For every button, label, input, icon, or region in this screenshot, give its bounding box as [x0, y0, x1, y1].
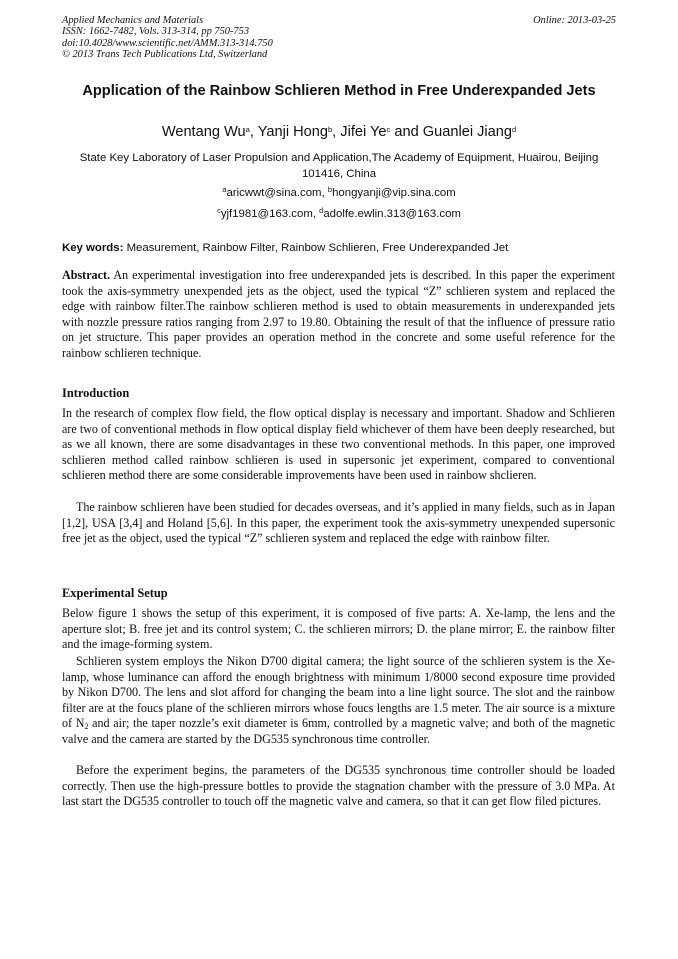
affiliation: State Key Laboratory of Laser Propulsion and Application,The Academy of Equipment, Huairou, Beijing 101416, China	[79, 152, 599, 180]
author-name: Jifei Ye	[340, 124, 387, 140]
author-list	[62, 123, 616, 141]
email-line-2	[62, 206, 616, 222]
online-date: Online: 2013-03-25	[533, 15, 616, 26]
keywords-text: Measurement, Rainbow Filter, Rainbow Schlieren, Free Underexpanded Jet	[123, 242, 509, 254]
keywords	[62, 240, 616, 256]
author-name: Yanji Hong	[257, 124, 328, 140]
author-separator: ,	[332, 124, 341, 140]
setup-paragraph-1: Below figure 1 shows the setup of this experiment, it is composed of five parts: A. Xe-lamp, the lens and the aperture slot; B. free jet and its control system; C. the schlieren mirrors; D. the plane mirror; E. the rainbow filter and the image-forming system.	[62, 606, 615, 651]
email-mark: c	[217, 206, 221, 215]
author-mark: c	[386, 125, 391, 134]
email-separator: ,	[321, 187, 328, 199]
section-heading-experimental-setup: Experimental Setup	[62, 586, 168, 600]
abstract-text: An experimental investigation into free underexpanded jets is described. In this paper the experiment took the axis-symmetry unexpended jets as the object, used the typical “Z” schlieren system and replaced the edge with rainbow filter.The rainbow schlieren method is used to obtain measurements in underexpanded jets with nozzle pressure ratios ranging from 2.97 to 19.80. Obtaining the result of that the influence of pressure ratio on jet structure. This paper provides an operation method in the concrete and some useful reference for the rainbow schlieren technique.	[62, 268, 615, 360]
setup-paragraph-2	[62, 654, 615, 747]
journal-header	[62, 15, 482, 60]
author-mark: b	[328, 125, 333, 134]
email-separator: ,	[312, 208, 320, 220]
email-link[interactable]: yjf1981@163.com	[220, 208, 313, 220]
paper-title: Application of the Rainbow Schlieren Method in Free Underexpanded Jets	[82, 83, 596, 99]
author-mark: d	[512, 125, 517, 134]
setup-paragraph-2-part-a: Schlieren system employs the Nikon D700 digital camera; the light source of the schlieren system is the Xe-lamp, whose luminance can afford the enough brightness with minimum 1/8000 second exposure time provided by Nikon D700. The lens and slot afford for changing the beam into a line light source. The slot and the rainbow filter are at the foucs plane of the schlieren mirrors whose foucs lengths are 1.5 meter. The air source is a mixture of N	[62, 654, 615, 730]
email-line-1	[62, 185, 616, 201]
setup-paragraph-2-part-b: and air; the taper nozzle’s exit diameter is 6mm, controlled by a magnetic valve; and both of the magnetic valve and the camera are started by the DG535 synchronous time controller.	[62, 716, 615, 746]
section-heading-introduction: Introduction	[62, 386, 130, 400]
copyright-line: © 2013 Trans Tech Publications Ltd, Switzerland	[62, 48, 268, 60]
abstract	[62, 268, 615, 361]
intro-paragraph-2: The rainbow schlieren have been studied for decades overseas, and it’s applied in many fields, such as in Japan [1,2], USA [3,4] and Holand [5,6]. In this paper, the experiment took the axis-symmetry unexpended supersonic free jet as the object, used the typical “Z” schlieren system and replaced the edge with rainbow filter.	[62, 500, 615, 545]
journal-name: Applied Mechanics and Materials	[62, 15, 204, 26]
doi-line[interactable]: doi:10.4028/www.scientific.net/AMM.313-314.750	[62, 37, 273, 49]
author-mark: a	[245, 125, 250, 134]
email-link[interactable]: aricwwt@sina.com	[226, 187, 322, 199]
email-mark: b	[327, 185, 333, 194]
email-link[interactable]: adolfe.ewlin.313@163.com	[323, 208, 461, 220]
issn-line: ISSN: 1662-7482, Vols. 313-314, pp 750-753	[62, 26, 250, 38]
nitrogen-subscript: 2	[84, 722, 89, 731]
email-mark: d	[319, 206, 324, 215]
email-link[interactable]: hongyanji@vip.sina.com	[332, 187, 456, 199]
author-separator: ,	[249, 124, 258, 140]
abstract-label: Abstract.	[62, 268, 111, 282]
author-conjunction: and	[390, 124, 423, 140]
setup-paragraph-3: Before the experiment begins, the parameters of the DG535 synchronous time controller should be loaded correctly. Then use the high-pressure bottles to provide the stagnation chamber with the pressure of 3.0 MPa. At last start the DG535 controller to touch off the magnetic valve and camera, so that it can get flow filed pictures.	[62, 763, 615, 808]
author-name: Wentang Wu	[161, 124, 246, 140]
author-name: Guanlei Jiang	[422, 124, 513, 140]
intro-paragraph-1: In the research of complex flow field, the flow optical display is necessary and important. Shadow and Schlieren are two of conventional methods in flow optical display field whichever of them have been deeply researched, but as we all known, there are some disadvantages in these two conventional methods. In this paper, one improved schlieren method called rainbow schlieren is used in supersonic jet experiment, compared to conventional schlieren method there are some considerable improvements have been used in rainbow shclieren.	[62, 406, 615, 482]
keywords-label: Key words:	[62, 242, 124, 254]
email-mark: a	[222, 185, 227, 194]
